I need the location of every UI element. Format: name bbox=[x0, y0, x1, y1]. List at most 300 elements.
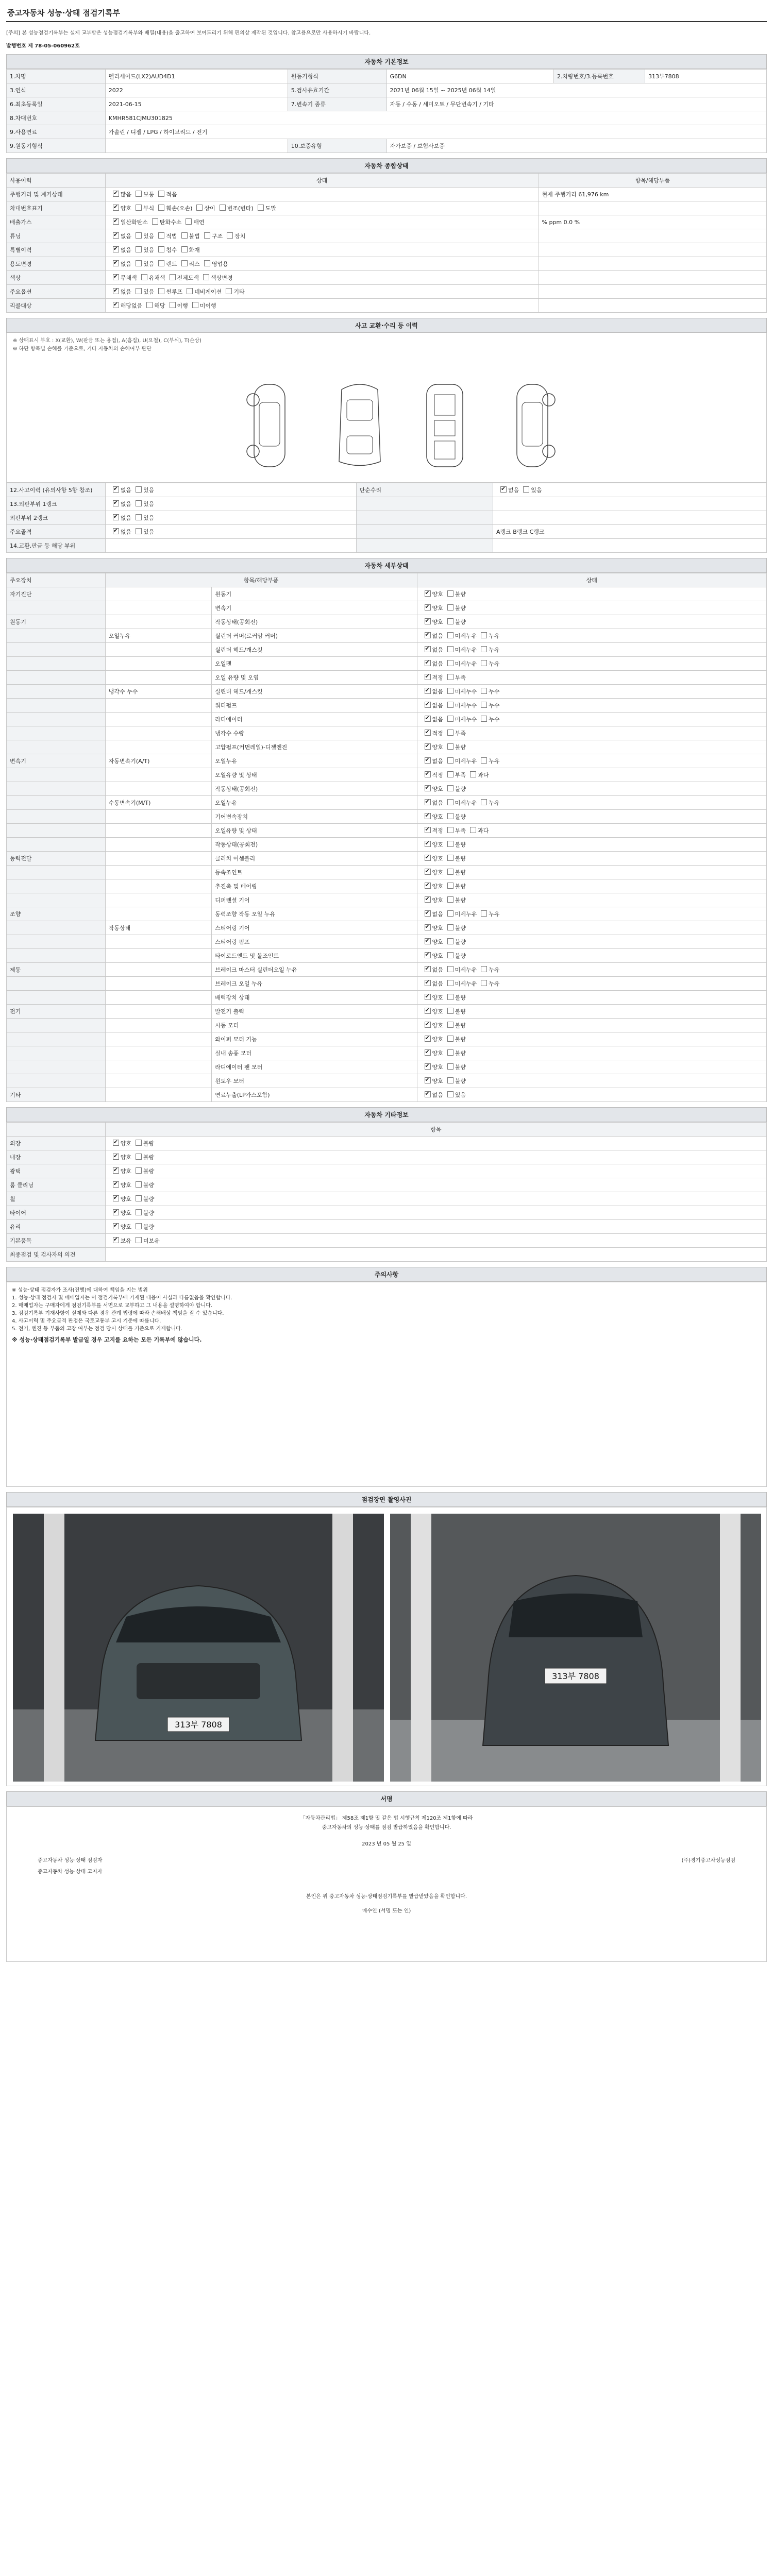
checkbox-icon[interactable] bbox=[481, 910, 487, 917]
checkbox-icon[interactable] bbox=[192, 302, 198, 308]
checkbox-icon[interactable] bbox=[136, 1140, 142, 1146]
checkbox-icon[interactable] bbox=[113, 1237, 119, 1243]
detail-group bbox=[7, 685, 106, 699]
checkbox-icon[interactable] bbox=[113, 218, 119, 225]
detail-item: 추진축 및 베어링 bbox=[212, 879, 417, 893]
checkbox-icon[interactable] bbox=[481, 716, 487, 722]
checkbox-icon[interactable] bbox=[425, 743, 431, 750]
checkbox-icon[interactable] bbox=[447, 896, 453, 903]
checkbox-label: 화재 bbox=[189, 247, 200, 253]
section-general-status: 자동차 종합상태 bbox=[6, 158, 767, 173]
detail-row bbox=[7, 866, 767, 879]
checkbox-icon[interactable] bbox=[425, 841, 431, 847]
detail-group bbox=[7, 949, 106, 963]
checkbox-label: 누유 bbox=[489, 911, 500, 918]
checkbox-label: 구조 bbox=[211, 233, 223, 240]
other-label: 내장 bbox=[7, 1150, 106, 1164]
checkbox-label: 없음 bbox=[432, 716, 443, 723]
basic-label: 10.보증유형 bbox=[288, 139, 386, 153]
inspector-name: (주)경기중고차성능점검 bbox=[681, 1858, 735, 1863]
accident-state bbox=[105, 483, 356, 497]
general-status-table bbox=[6, 173, 767, 313]
checkbox-icon[interactable] bbox=[113, 205, 119, 211]
detail-state bbox=[417, 907, 767, 921]
detail-group: 동력전달 bbox=[7, 852, 106, 866]
other-label: 광택 bbox=[7, 1164, 106, 1178]
checkbox-icon[interactable] bbox=[425, 883, 431, 889]
checkbox-label: 침수 bbox=[166, 247, 177, 253]
checkbox-label: 불량 bbox=[143, 1140, 155, 1147]
detail-row bbox=[7, 754, 767, 768]
checkbox-icon[interactable] bbox=[425, 632, 431, 638]
checkbox-icon[interactable] bbox=[447, 646, 453, 652]
checkbox-label: 일산화탄소 bbox=[120, 219, 148, 226]
checkbox-icon[interactable] bbox=[447, 966, 453, 972]
checkbox-label: 누유 bbox=[489, 967, 500, 973]
checkbox-icon[interactable] bbox=[447, 730, 453, 736]
checkbox-icon[interactable] bbox=[113, 1223, 119, 1229]
checkbox-icon[interactable] bbox=[136, 1209, 142, 1215]
checkbox-icon[interactable] bbox=[113, 260, 119, 266]
checkbox-icon[interactable] bbox=[481, 966, 487, 972]
checkbox-icon[interactable] bbox=[425, 618, 431, 624]
detail-row bbox=[7, 824, 767, 838]
detail-row bbox=[7, 643, 767, 657]
detail-item: 오일누유 bbox=[212, 754, 417, 768]
checkbox-icon[interactable] bbox=[136, 246, 142, 252]
checkbox-label: 누유 bbox=[489, 980, 500, 987]
checkbox-icon[interactable] bbox=[425, 980, 431, 986]
checkbox-icon[interactable] bbox=[481, 757, 487, 764]
accident-state bbox=[105, 539, 356, 553]
checkbox-icon[interactable] bbox=[220, 205, 226, 211]
accident-row bbox=[7, 511, 767, 525]
detail-state bbox=[417, 657, 767, 671]
basic-label: 5.검사유효기간 bbox=[288, 83, 386, 97]
checkbox-icon[interactable] bbox=[425, 952, 431, 958]
checkbox-icon[interactable] bbox=[136, 1223, 142, 1229]
detail-subgroup: 작동상태 bbox=[105, 921, 212, 935]
checkbox-icon[interactable] bbox=[447, 980, 453, 986]
checkbox-icon[interactable] bbox=[226, 288, 232, 294]
checkbox-icon[interactable] bbox=[113, 1140, 119, 1146]
checkbox-label: 있음 bbox=[143, 289, 155, 295]
basic-row bbox=[7, 83, 767, 97]
checkbox-icon[interactable] bbox=[447, 1008, 453, 1014]
checkbox-icon[interactable] bbox=[447, 771, 453, 777]
sign-ack: 본인은 위 중고자동차 성능·상태점검기록부를 발급받았음을 확인합니다. bbox=[306, 1894, 467, 1900]
checkbox-label: 적정 bbox=[432, 674, 443, 681]
checkbox-icon[interactable] bbox=[425, 646, 431, 652]
checkbox-icon[interactable] bbox=[447, 827, 453, 833]
basic-label: 7.변속기 종류 bbox=[288, 97, 386, 111]
checkbox-icon[interactable] bbox=[113, 1209, 119, 1215]
checkbox-icon[interactable] bbox=[447, 855, 453, 861]
checkbox-icon[interactable] bbox=[425, 869, 431, 875]
checkbox-icon[interactable] bbox=[425, 1063, 431, 1070]
detail-subgroup bbox=[105, 768, 212, 782]
detail-header-2: 항목/해당부품 bbox=[105, 573, 417, 587]
detail-group bbox=[7, 935, 106, 949]
checkbox-icon[interactable] bbox=[425, 702, 431, 708]
checkbox-icon[interactable] bbox=[447, 702, 453, 708]
checkbox-icon[interactable] bbox=[447, 688, 453, 694]
general-note bbox=[539, 243, 767, 257]
checkbox-icon[interactable] bbox=[113, 486, 119, 493]
checkbox-icon[interactable] bbox=[447, 1049, 453, 1056]
detail-item: 작동상태(공회전) bbox=[212, 782, 417, 796]
checkbox-icon[interactable] bbox=[447, 716, 453, 722]
checkbox-icon[interactable] bbox=[447, 660, 453, 666]
checkbox-icon[interactable] bbox=[425, 1049, 431, 1056]
detail-state bbox=[417, 671, 767, 685]
car-side-right-icon bbox=[501, 379, 563, 472]
checkbox-icon[interactable] bbox=[447, 757, 453, 764]
checkbox-label: 미세누유 bbox=[455, 633, 477, 639]
checkbox-icon[interactable] bbox=[425, 1077, 431, 1083]
checkbox-icon[interactable] bbox=[447, 1077, 453, 1083]
checkbox-icon[interactable] bbox=[447, 1022, 453, 1028]
checkbox-icon[interactable] bbox=[158, 260, 164, 266]
checkbox-label: 없음 bbox=[432, 688, 443, 695]
detail-group bbox=[7, 824, 106, 838]
other-state bbox=[105, 1206, 766, 1220]
detail-state bbox=[417, 921, 767, 935]
checkbox-icon[interactable] bbox=[481, 688, 487, 694]
detail-item: 오일유량 및 상태 bbox=[212, 768, 417, 782]
checkbox-icon[interactable] bbox=[425, 896, 431, 903]
checkbox-icon[interactable] bbox=[447, 910, 453, 917]
detail-state bbox=[417, 893, 767, 907]
checkbox-icon[interactable] bbox=[481, 980, 487, 986]
checkbox-label: 있음 bbox=[143, 487, 155, 494]
checkbox-icon[interactable] bbox=[481, 660, 487, 666]
checkbox-icon[interactable] bbox=[227, 232, 233, 239]
checkbox-icon[interactable] bbox=[425, 938, 431, 944]
checkbox-icon[interactable] bbox=[136, 205, 142, 211]
checkbox-icon[interactable] bbox=[181, 232, 188, 239]
inspection-photos bbox=[6, 1507, 767, 1786]
checkbox-icon[interactable] bbox=[447, 1063, 453, 1070]
detail-row bbox=[7, 796, 767, 810]
checkbox-icon[interactable] bbox=[181, 260, 188, 266]
detail-group bbox=[7, 1060, 106, 1074]
checkbox-icon[interactable] bbox=[187, 288, 193, 294]
section-basic-info: 자동차 기본정보 bbox=[6, 54, 767, 69]
checkbox-icon[interactable] bbox=[481, 632, 487, 638]
checkbox-icon[interactable] bbox=[158, 232, 164, 239]
general-row bbox=[7, 229, 767, 243]
checkbox-icon[interactable] bbox=[203, 274, 209, 280]
checkbox-label: 불량 bbox=[455, 591, 466, 598]
checkbox-icon[interactable] bbox=[447, 632, 453, 638]
note-line: 5. 전기, 엔진 등 부품의 고장 여부는 점검 당시 상태를 기준으로 기재합니다. bbox=[12, 1326, 183, 1332]
checkbox-icon[interactable] bbox=[425, 910, 431, 917]
detail-item: 브레이크 오일 누유 bbox=[212, 977, 417, 991]
basic-value: G6DN bbox=[386, 70, 554, 83]
checkbox-label: 변조(변타) bbox=[227, 205, 254, 212]
checkbox-icon[interactable] bbox=[113, 302, 119, 308]
checkbox-label: 부족 bbox=[455, 827, 466, 834]
checkbox-icon[interactable] bbox=[136, 528, 142, 534]
detail-state bbox=[417, 991, 767, 1005]
checkbox-icon[interactable] bbox=[425, 716, 431, 722]
detail-subgroup bbox=[105, 866, 212, 879]
detail-item: 원동기 bbox=[212, 587, 417, 601]
checkbox-icon[interactable] bbox=[425, 688, 431, 694]
detail-group bbox=[7, 726, 106, 740]
detail-item: 오일 유량 및 오염 bbox=[212, 671, 417, 685]
other-row bbox=[7, 1137, 767, 1150]
checkbox-label: 불량 bbox=[455, 925, 466, 931]
checkbox-icon[interactable] bbox=[425, 1091, 431, 1097]
other-header: 항목 bbox=[105, 1123, 766, 1137]
checkbox-label: 적법 bbox=[166, 233, 177, 240]
checkbox-icon[interactable] bbox=[447, 883, 453, 889]
checkbox-icon[interactable] bbox=[136, 1154, 142, 1160]
checkbox-icon[interactable] bbox=[113, 288, 119, 294]
detail-subgroup bbox=[105, 963, 212, 977]
other-row bbox=[7, 1150, 767, 1164]
checkbox-icon[interactable] bbox=[447, 618, 453, 624]
checkbox-icon[interactable] bbox=[136, 191, 142, 197]
checkbox-icon[interactable] bbox=[158, 246, 164, 252]
checkbox-icon[interactable] bbox=[425, 660, 431, 666]
detail-subgroup: 자동변속기(A/T) bbox=[105, 754, 212, 768]
general-row bbox=[7, 299, 767, 313]
other-state bbox=[105, 1164, 766, 1178]
checkbox-icon[interactable] bbox=[523, 486, 529, 493]
checkbox-icon[interactable] bbox=[113, 1195, 119, 1201]
checkbox-icon[interactable] bbox=[136, 514, 142, 520]
accident-note bbox=[493, 511, 767, 525]
checkbox-icon[interactable] bbox=[204, 232, 210, 239]
checkbox-icon[interactable] bbox=[425, 785, 431, 791]
checkbox-icon[interactable] bbox=[113, 1154, 119, 1160]
checkbox-icon[interactable] bbox=[113, 500, 119, 506]
detail-state bbox=[417, 879, 767, 893]
basic-value: 자동 / 수동 / 세미오토 / 무단변속기 / 기타 bbox=[386, 97, 767, 111]
detail-subgroup bbox=[105, 838, 212, 852]
checkbox-icon[interactable] bbox=[425, 757, 431, 764]
checkbox-icon[interactable] bbox=[447, 799, 453, 805]
checkbox-icon[interactable] bbox=[447, 674, 453, 680]
checkbox-icon[interactable] bbox=[481, 702, 487, 708]
checkbox-icon[interactable] bbox=[204, 260, 210, 266]
checkbox-label: 미세누수 bbox=[455, 702, 477, 709]
checkbox-icon[interactable] bbox=[136, 1167, 142, 1174]
detail-item: 등속조인트 bbox=[212, 866, 417, 879]
checkbox-label: 미세누유 bbox=[455, 911, 477, 918]
checkbox-icon[interactable] bbox=[113, 232, 119, 239]
checkbox-icon[interactable] bbox=[425, 827, 431, 833]
checkbox-label: 썬루프 bbox=[166, 289, 183, 295]
detail-subgroup bbox=[105, 782, 212, 796]
detail-state bbox=[417, 726, 767, 740]
checkbox-icon[interactable] bbox=[447, 841, 453, 847]
checkbox-label: 누수 bbox=[489, 688, 500, 695]
checkbox-icon[interactable] bbox=[136, 260, 142, 266]
checkbox-label: 없음 bbox=[432, 980, 443, 987]
checkbox-icon[interactable] bbox=[113, 528, 119, 534]
accident-row bbox=[7, 525, 767, 539]
checkbox-label: 양호 bbox=[432, 605, 443, 612]
basic-label: 원동기형식 bbox=[288, 70, 386, 83]
basic-row bbox=[7, 97, 767, 111]
checkbox-icon[interactable] bbox=[447, 1091, 453, 1097]
detail-subgroup bbox=[105, 1088, 212, 1102]
detail-item: 냉각수 수량 bbox=[212, 726, 417, 740]
checkbox-icon[interactable] bbox=[447, 604, 453, 611]
detail-row bbox=[7, 782, 767, 796]
checkbox-label: 양호 bbox=[432, 1050, 443, 1057]
checkbox-icon[interactable] bbox=[425, 799, 431, 805]
checkbox-label: 불량 bbox=[455, 1022, 466, 1029]
checkbox-label: 미세누유 bbox=[455, 800, 477, 806]
checkbox-icon[interactable] bbox=[425, 813, 431, 819]
checkbox-icon[interactable] bbox=[425, 924, 431, 930]
checkbox-icon[interactable] bbox=[158, 288, 164, 294]
detail-group bbox=[7, 671, 106, 685]
checkbox-icon[interactable] bbox=[470, 827, 476, 833]
detail-state bbox=[417, 685, 767, 699]
other-state bbox=[105, 1150, 766, 1164]
checkbox-icon[interactable] bbox=[186, 218, 192, 225]
checkbox-icon[interactable] bbox=[136, 1237, 142, 1243]
detail-group bbox=[7, 879, 106, 893]
detail-item: 라디에이터 bbox=[212, 713, 417, 726]
checkbox-label: 없음 bbox=[120, 261, 132, 267]
other-row bbox=[7, 1248, 767, 1262]
checkbox-icon[interactable] bbox=[500, 486, 507, 493]
checkbox-label: 없음 bbox=[508, 487, 519, 494]
checkbox-icon[interactable] bbox=[425, 855, 431, 861]
checkbox-icon[interactable] bbox=[113, 1167, 119, 1174]
checkbox-label: 양호 bbox=[432, 591, 443, 598]
checkbox-icon[interactable] bbox=[158, 205, 164, 211]
checkbox-icon[interactable] bbox=[425, 674, 431, 680]
detail-subgroup bbox=[105, 713, 212, 726]
basic-row bbox=[7, 111, 767, 125]
checkbox-icon[interactable] bbox=[196, 205, 203, 211]
checkbox-label: 많음 bbox=[120, 191, 132, 198]
checkbox-label: 미이행 bbox=[199, 302, 216, 309]
checkbox-icon[interactable] bbox=[425, 604, 431, 611]
checkbox-icon[interactable] bbox=[447, 869, 453, 875]
front-photo bbox=[13, 1514, 384, 1782]
checkbox-icon[interactable] bbox=[425, 730, 431, 736]
checkbox-icon[interactable] bbox=[447, 743, 453, 750]
checkbox-icon[interactable] bbox=[425, 966, 431, 972]
detail-state bbox=[417, 768, 767, 782]
checkbox-icon[interactable] bbox=[447, 952, 453, 958]
checkbox-icon[interactable] bbox=[141, 274, 147, 280]
checkbox-label: 양호 bbox=[432, 883, 443, 890]
checkbox-icon[interactable] bbox=[136, 288, 142, 294]
accident-label: 외판부위 2랭크 bbox=[7, 511, 106, 525]
checkbox-icon[interactable] bbox=[481, 646, 487, 652]
accident-note bbox=[493, 539, 767, 553]
checkbox-label: 없음 bbox=[120, 233, 132, 240]
checkbox-icon[interactable] bbox=[447, 1036, 453, 1042]
checkbox-icon[interactable] bbox=[152, 218, 158, 225]
detail-group bbox=[7, 699, 106, 713]
checkbox-label: 상이 bbox=[204, 205, 215, 212]
checkbox-label: 불량 bbox=[143, 1154, 155, 1161]
checkbox-icon[interactable] bbox=[113, 514, 119, 520]
checkbox-label: 불량 bbox=[455, 1064, 466, 1071]
checkbox-icon[interactable] bbox=[181, 246, 188, 252]
basic-value: 2022 bbox=[105, 83, 288, 97]
detail-state bbox=[417, 949, 767, 963]
checkbox-icon[interactable] bbox=[113, 274, 119, 280]
accident-label-2 bbox=[356, 497, 493, 511]
checkbox-icon[interactable] bbox=[447, 813, 453, 819]
checkbox-icon[interactable] bbox=[447, 590, 453, 597]
checkbox-icon[interactable] bbox=[425, 590, 431, 597]
checkbox-icon[interactable] bbox=[136, 1195, 142, 1201]
checkbox-icon[interactable] bbox=[425, 1022, 431, 1028]
checkbox-label: 장치 bbox=[234, 233, 246, 240]
checkbox-icon[interactable] bbox=[470, 771, 476, 777]
checkbox-icon[interactable] bbox=[425, 994, 431, 1000]
accident-label: 12.사고이력 (유의사항 5항 참조) bbox=[7, 483, 106, 497]
section-accident-history: 사고 교환·수리 등 이력 bbox=[6, 318, 767, 333]
checkbox-icon[interactable] bbox=[136, 1181, 142, 1188]
checkbox-label: 있음 bbox=[143, 501, 155, 507]
general-state bbox=[105, 229, 539, 243]
checkbox-icon[interactable] bbox=[447, 994, 453, 1000]
car-damage-diagram bbox=[6, 333, 767, 483]
checkbox-icon[interactable] bbox=[425, 1008, 431, 1014]
checkbox-label: 색상변경 bbox=[211, 275, 233, 281]
detail-item: 와이퍼 모터 기능 bbox=[212, 1032, 417, 1046]
checkbox-icon[interactable] bbox=[158, 191, 164, 197]
note-line: 3. 점검기록부 기재사항이 실제와 다른 경우 관계 법령에 따라 손해배상 책임을 질 수 있습니다. bbox=[12, 1311, 224, 1316]
checkbox-icon[interactable] bbox=[136, 486, 142, 493]
checkbox-label: 불량 bbox=[455, 855, 466, 862]
checkbox-icon[interactable] bbox=[447, 938, 453, 944]
car-front-photo-icon bbox=[13, 1514, 384, 1782]
checkbox-icon[interactable] bbox=[136, 500, 142, 506]
general-row bbox=[7, 243, 767, 257]
checkbox-icon[interactable] bbox=[170, 274, 176, 280]
checkbox-icon[interactable] bbox=[447, 924, 453, 930]
accident-note: A랭크 B랭크 C랭크 bbox=[493, 525, 767, 539]
checkbox-icon[interactable] bbox=[113, 1181, 119, 1188]
checkbox-icon[interactable] bbox=[425, 1036, 431, 1042]
checkbox-icon[interactable] bbox=[113, 246, 119, 252]
general-row bbox=[7, 271, 767, 285]
detail-state bbox=[417, 866, 767, 879]
checkbox-icon[interactable] bbox=[170, 302, 176, 308]
detail-subgroup: 오일누유 bbox=[105, 629, 212, 643]
checkbox-icon[interactable] bbox=[113, 191, 119, 197]
detail-state bbox=[417, 824, 767, 838]
checkbox-label: 양호 bbox=[432, 744, 443, 751]
checkbox-icon[interactable] bbox=[136, 232, 142, 239]
checkbox-icon[interactable] bbox=[425, 771, 431, 777]
checkbox-label: 누수 bbox=[489, 702, 500, 709]
checkbox-icon[interactable] bbox=[481, 799, 487, 805]
checkbox-icon[interactable] bbox=[258, 205, 264, 211]
checkbox-label: 불량 bbox=[455, 939, 466, 945]
checkbox-icon[interactable] bbox=[146, 302, 153, 308]
basic-label: 9.사용연료 bbox=[7, 125, 106, 139]
checkbox-label: 양호 bbox=[432, 1078, 443, 1084]
checkbox-label: 양호 bbox=[432, 1064, 443, 1071]
checkbox-icon[interactable] bbox=[447, 785, 453, 791]
